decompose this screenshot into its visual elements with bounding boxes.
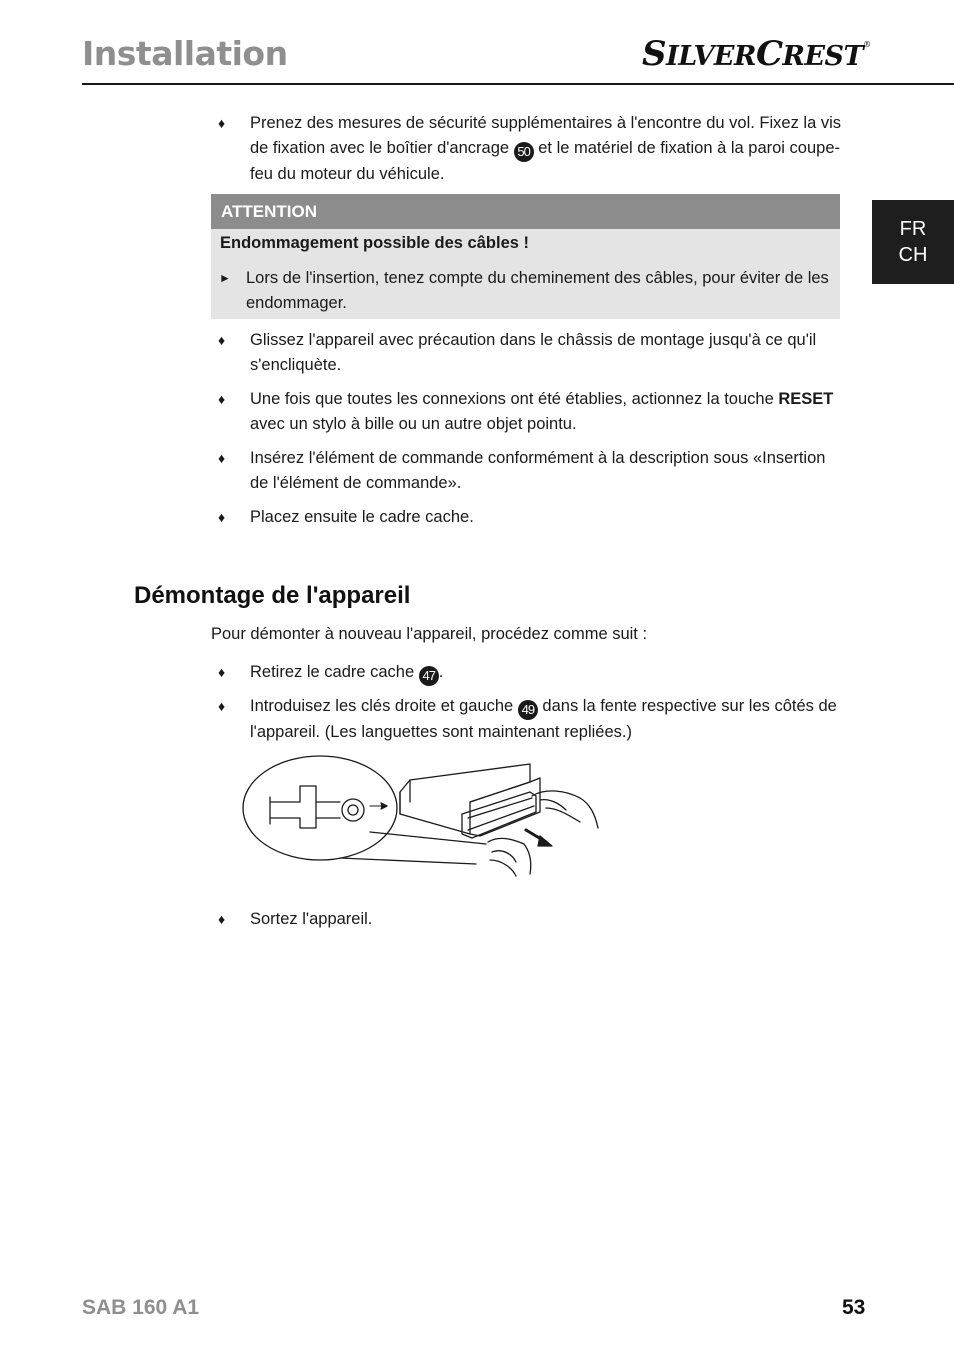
language-tab xyxy=(872,200,954,284)
language-code-ch: CH xyxy=(898,244,928,266)
left-hand xyxy=(488,838,531,876)
key-icon xyxy=(270,786,340,828)
removal-illustration xyxy=(240,752,605,880)
bullet-diamond-icon: ♦ xyxy=(218,450,226,466)
bullet-diamond-icon: ♦ xyxy=(218,391,226,407)
list-item-text: Une fois que toutes les connexions ont été établies, actionnez la touche RESET avec un stylo à bille ou un autre objet pointu. xyxy=(250,390,834,433)
list-item-text: Placez ensuite le cadre cache. xyxy=(250,508,474,526)
right-hand xyxy=(532,791,598,828)
page-number: 53 xyxy=(842,1296,866,1319)
section-title: Démontage de l'appareil xyxy=(134,582,411,609)
section-intro: Pour démonter à nouveau l'appareil, procédez comme suit : xyxy=(211,625,648,643)
reference-number-badge: 47 xyxy=(419,666,439,686)
list-item-text: Introduisez les clés droite et gauche 49 dans la fente respective sur les côtés de l'appareil. (Les languettes sont maintenant repliées.) xyxy=(250,697,837,741)
bullet-diamond-icon: ♦ xyxy=(218,509,226,525)
footer-model: SAB 160 A1 xyxy=(82,1296,200,1319)
bullet-diamond-icon: ♦ xyxy=(218,911,226,927)
brand-logo: SILVERCREST® xyxy=(642,34,871,74)
attention-subheading: Endommagement possible des câbles ! xyxy=(220,234,530,252)
bullet-diamond-icon: ♦ xyxy=(218,115,226,131)
magnifier-circle xyxy=(243,756,397,860)
list-item-text: Insérez l'élément de commande conformément à la description sous «Insertion de l'élément de commande». xyxy=(250,449,826,492)
reset-key-label: RESET xyxy=(778,390,834,408)
header-rule xyxy=(82,83,954,85)
list-item-text: Retirez le cadre cache 47 . xyxy=(250,660,846,686)
list-item-text: Sortez l'appareil. xyxy=(250,910,373,928)
language-code-fr: FR xyxy=(899,218,927,240)
list-item-text: Prenez des mesures de sécurité supplémentaires à l'encontre du vol. Fixez la vis de fixation avec le boîtier d'ancrage 50 et le matériel de fixation à la paroi coupe-feu du moteur du véhicule. xyxy=(250,114,842,183)
attention-heading: ATTENTION xyxy=(211,194,840,229)
reference-number-badge: 50 xyxy=(514,142,534,162)
bullet-diamond-icon: ♦ xyxy=(218,332,226,348)
page-title: Installation xyxy=(82,34,288,73)
list-item-text: Glissez l'appareil avec précaution dans le châssis de montage jusqu'à ce qu'il s'encliquète. xyxy=(250,331,817,374)
reference-number-badge: 49 xyxy=(518,700,538,720)
bullet-diamond-icon: ♦ xyxy=(218,664,226,680)
attention-item-text: Lors de l'insertion, tenez compte du cheminement des câbles, pour éviter de les endommager. xyxy=(246,269,829,312)
bullet-diamond-icon: ♦ xyxy=(218,698,226,714)
arrow-right-icon: ► xyxy=(219,271,231,285)
